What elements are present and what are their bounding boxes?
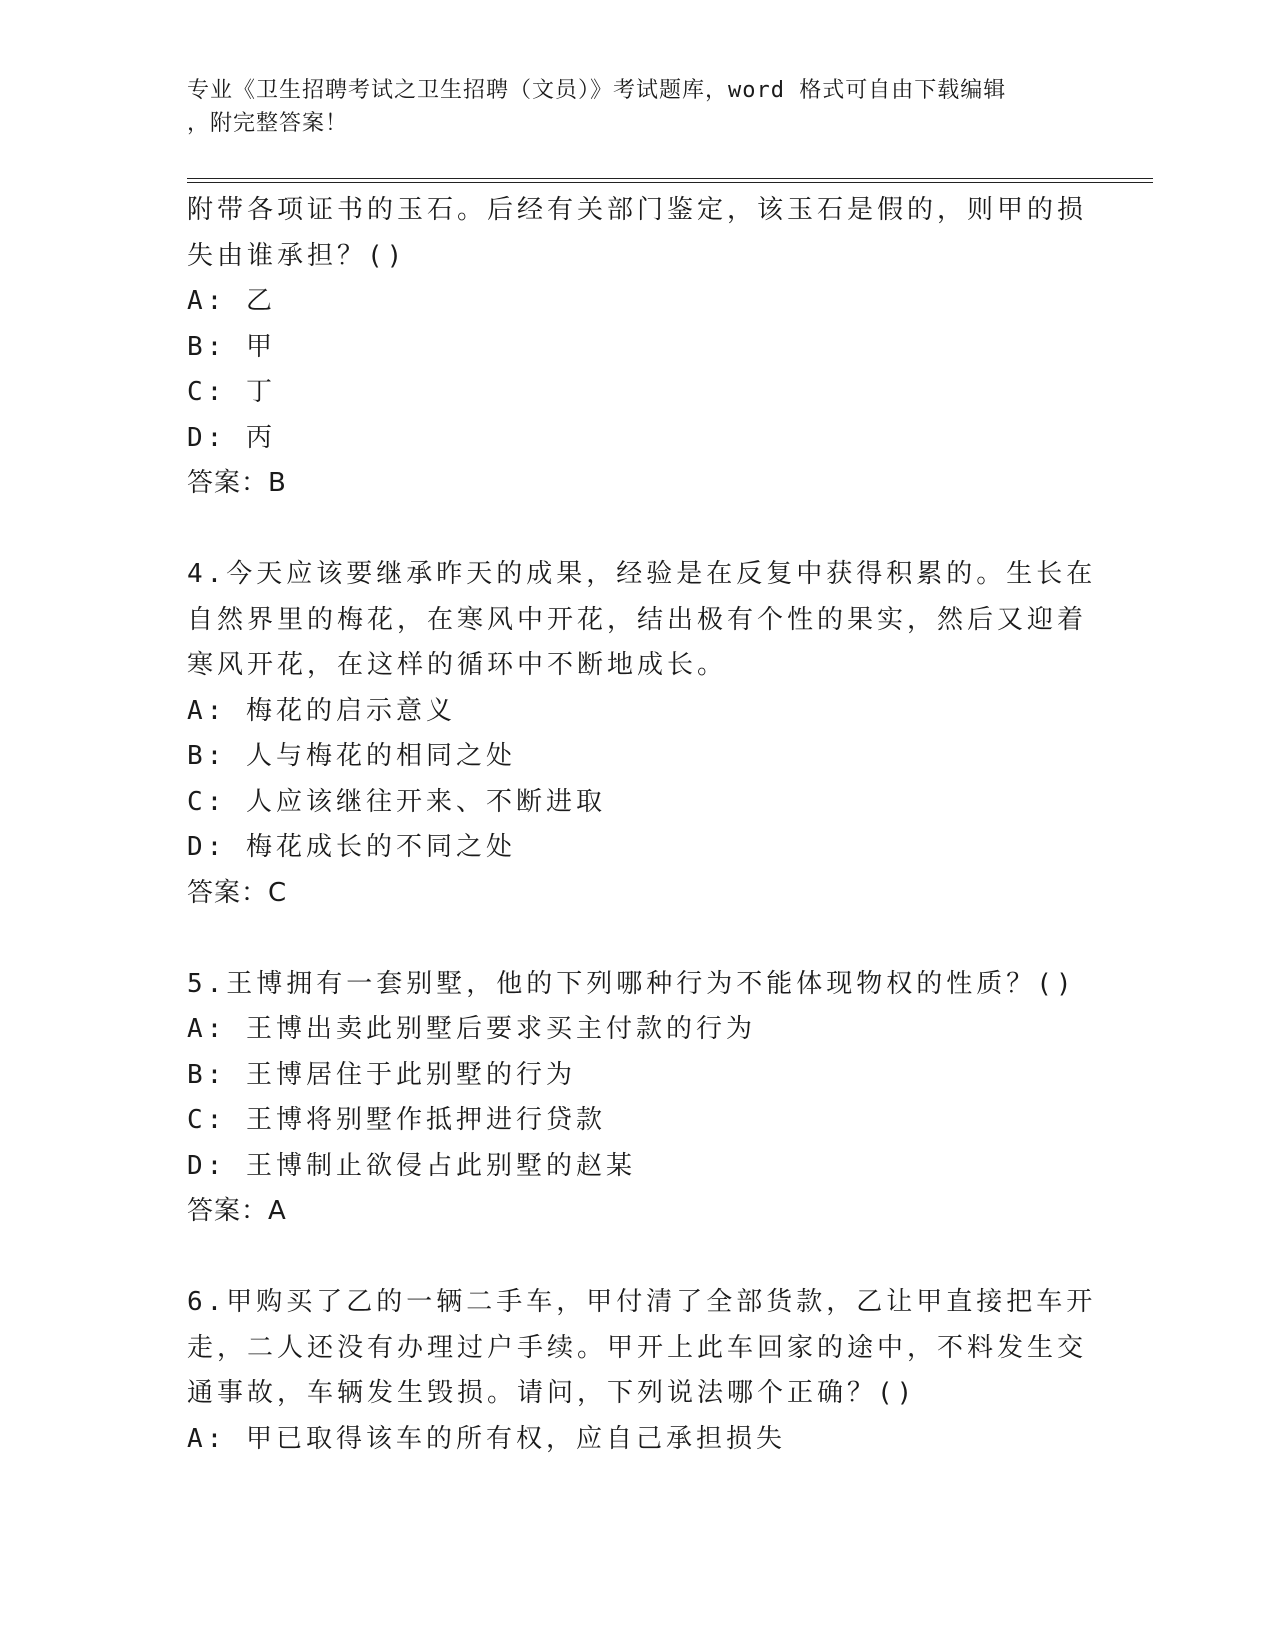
option-d: D: 梅花成长的不同之处 [187,832,516,862]
spacer [187,507,1067,553]
question-stem-line: 6.甲购买了乙的一辆二手车，甲付清了全部货款，乙让甲直接把车开 [187,1287,1097,1317]
question-stem-line: 通事故，车辆发生毁损。请问，下列说法哪个正确？() [187,1378,917,1408]
question-stem-line: 5.王博拥有一套别墅，他的下列哪种行为不能体现物权的性质？() [187,968,1076,999]
question-3 [187,188,1088,507]
option-a: A: 乙 [187,286,276,316]
question-stem-line: 4.今天应该要继承昨天的成果，经验是在反复中获得积累的。生长在 [187,559,1097,589]
option-c: C: 人应该继往开来、不断进取 [187,786,606,817]
question-6 [187,1280,1097,1462]
question-stem-line: 走，二人还没有办理过户手续。甲开上此车回家的途中，不料发生交 [187,1332,1088,1363]
question-stem-line: 失由谁承担？() [187,240,407,271]
spacer [187,916,1067,962]
option-a: A: 王博出卖此别墅后要求买主付款的行为 [187,1014,756,1044]
question-5 [187,962,1076,1235]
question-stem-line: 附带各项证书的玉石。后经有关部门鉴定，该玉石是假的，则甲的损 [187,195,1088,225]
header-divider [187,178,1153,183]
option-d: D: 丙 [187,422,276,453]
question-4 [187,552,1097,916]
header-line-2: ，附完整答案！ [187,111,349,136]
option-a: A: 甲已取得该车的所有权，应自己承担损失 [187,1423,786,1454]
question-stem-line: 寒风开花，在这样的循环中不断地成长。 [187,650,728,680]
answer-line: 答案：A [187,1196,287,1226]
option-b: B: 甲 [187,331,276,362]
option-b: B: 人与梅花的相同之处 [187,741,516,771]
option-b: B: 王博居住于此别墅的行为 [187,1059,576,1090]
option-c: C: 丁 [187,377,276,407]
answer-line: 答案：B [187,468,287,498]
document-header [187,74,1067,140]
option-c: C: 王博将别墅作抵押进行贷款 [187,1105,606,1135]
header-line-1: 专业《卫生招聘考试之卫生招聘（文员）》考试题库，word 格式可自由下载编辑 [187,78,1007,103]
option-a: A: 梅花的启示意义 [187,695,456,726]
option-d: D: 王博制止欲侵占此别墅的赵某 [187,1150,636,1181]
answer-line: 答案：C [187,877,288,908]
document-body [187,188,1097,1462]
question-stem-line: 自然界里的梅花，在寒风中开花，结出极有个性的果实，然后又迎着 [187,604,1088,635]
spacer [187,1235,1067,1281]
